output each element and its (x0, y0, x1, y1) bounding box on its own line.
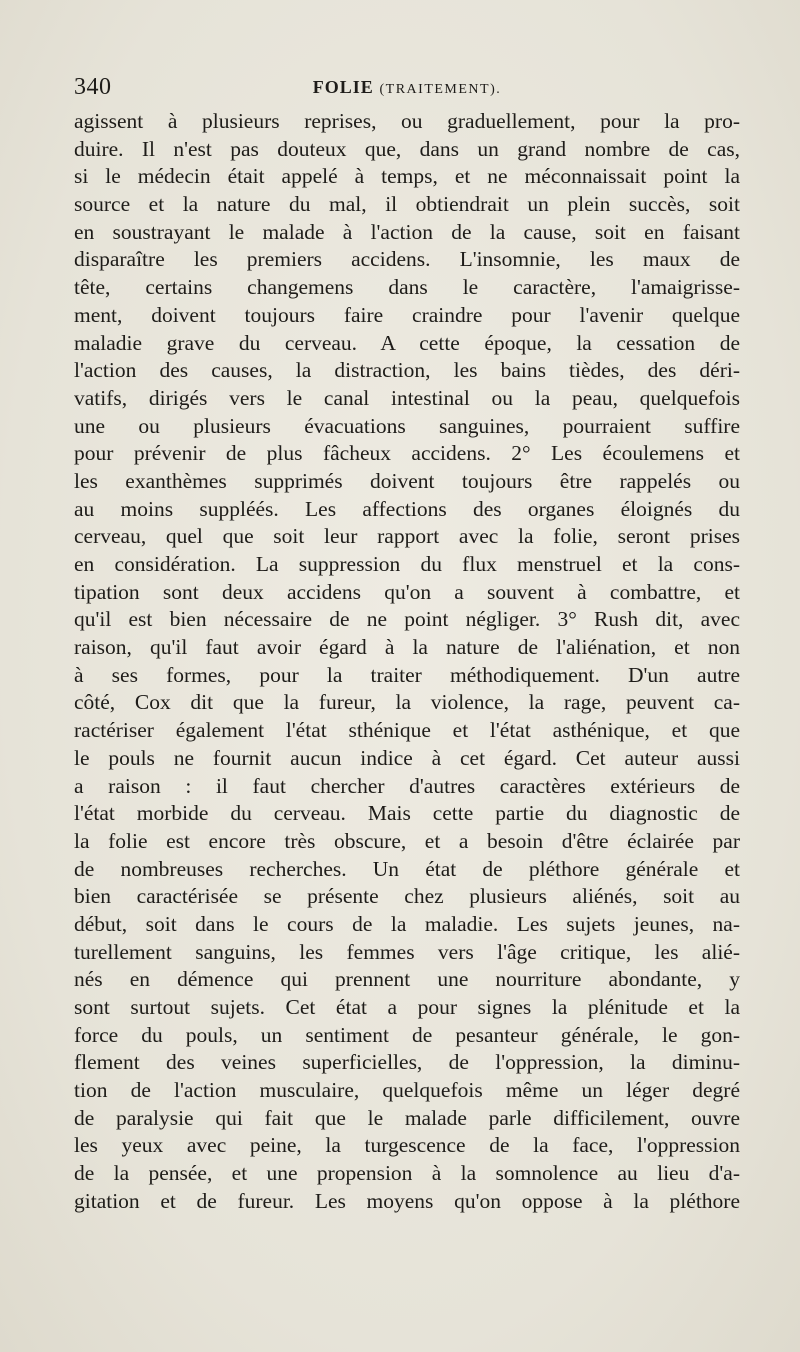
text-line: la folie est encore très obscure, et a besoin d'être éclairée par (74, 828, 740, 853)
running-head-title: FOLIE (312, 77, 374, 97)
text-line: en considération. La suppression du flux menstruel et la cons- (74, 552, 740, 576)
page-number: 340 (74, 74, 112, 100)
text-line: qu'il est bien nécessaire de ne point négliger. 3° Rush dit, avec (74, 607, 740, 632)
text-line: au moins suppléés. Les affections des organes éloignés du (74, 496, 740, 521)
text-line: ractériser également l'état sthénique et l'état asthénique, et que (74, 718, 740, 743)
text-line: l'état morbide du cerveau. Mais cette partie du diagnostic de (74, 801, 740, 826)
text-line: nés en démence qui prennent une nourriture abondante, y (74, 967, 740, 992)
text-line: de nombreuses recherches. Un état de pléthore générale et (74, 856, 740, 881)
text-line: les exanthèmes supprimés doivent toujours être rappelés ou (74, 468, 740, 493)
text-line: vatifs, dirigés vers le canal intestinal ou la peau, quelquefois (74, 385, 740, 410)
text-line: cerveau, quel que soit leur rapport avec la folie, seront prises (74, 524, 740, 549)
text-line: côté, Cox dit que la fureur, la violence, la rage, peuvent ca- (74, 690, 740, 715)
text-line: le pouls ne fournit aucun indice à cet égard. Cet auteur aussi (74, 745, 740, 770)
text-line: a raison : il faut chercher d'autres caractères extérieurs de (74, 773, 740, 798)
text-line: tipation sont deux accidens qu'on a souvent à combattre, et (74, 579, 740, 604)
text-line: disparaître les premiers accidens. L'insomnie, les maux de (74, 247, 740, 272)
text-line: si le médecin était appelé à temps, et ne méconnaissait point la (74, 164, 740, 189)
text-line: turellement sanguins, les femmes vers l'âge critique, les alié- (74, 939, 740, 964)
running-head (74, 70, 740, 107)
text-line: agissent à plusieurs reprises, ou graduellement, pour la pro- (74, 109, 740, 133)
text-line: l'action des causes, la distraction, les bains tièdes, des déri- (74, 358, 740, 383)
text-line: tête, certains changemens dans le caractère, l'amaigrisse- (74, 275, 740, 300)
text-line: les yeux avec peine, la turgescence de la face, l'oppression (74, 1133, 740, 1158)
text-line: sont surtout sujets. Cet état a pour signes la plénitude et la (74, 995, 740, 1019)
text-line: pour prévenir de plus fâcheux accidens. 2° Les écoulemens et (74, 441, 740, 466)
running-head-subtitle: (TRAITEMENT). (379, 82, 502, 97)
text-line: à ses formes, pour la traiter méthodiquement. D'un autre (74, 662, 740, 687)
text-line: en soustrayant le malade à l'action de la cause, soit en faisant (74, 219, 740, 244)
page-header (74, 70, 740, 104)
text-line: bien caractérisée se présente chez plusieurs aliénés, soit au (74, 884, 740, 909)
text-line: maladie grave du cerveau. A cette époque, la cessation de (74, 330, 740, 355)
body-text (74, 108, 740, 1216)
text-line: début, soit dans le cours de la maladie. Les sujets jeunes, na- (74, 911, 740, 936)
text-line: tion de l'action musculaire, quelquefois même un léger degré (74, 1078, 740, 1103)
text-line: de la pensée, et une propension à la somnolence au lieu d'a- (74, 1161, 740, 1186)
text-line: une ou plusieurs évacuations sanguines, pourraient suffire (74, 413, 740, 438)
text-line: raison, qu'il faut avoir égard à la nature de l'aliénation, et non (74, 635, 740, 660)
text-line: de paralysie qui fait que le malade parle difficilement, ouvre (74, 1105, 740, 1130)
text-line: gitation et de fureur. Les moyens qu'on oppose à la pléthore (74, 1188, 740, 1213)
text-line: duire. Il n'est pas douteux que, dans un grand nombre de cas, (74, 136, 740, 161)
text-line: flement des veines superficielles, de l'oppression, la diminu- (74, 1050, 740, 1075)
text-line: force du pouls, un sentiment de pesanteur générale, le gon- (74, 1022, 740, 1047)
text-line: source et la nature du mal, il obtiendrait un plein succès, soit (74, 192, 740, 217)
text-line: ment, doivent toujours faire craindre pour l'avenir quelque (74, 302, 740, 327)
